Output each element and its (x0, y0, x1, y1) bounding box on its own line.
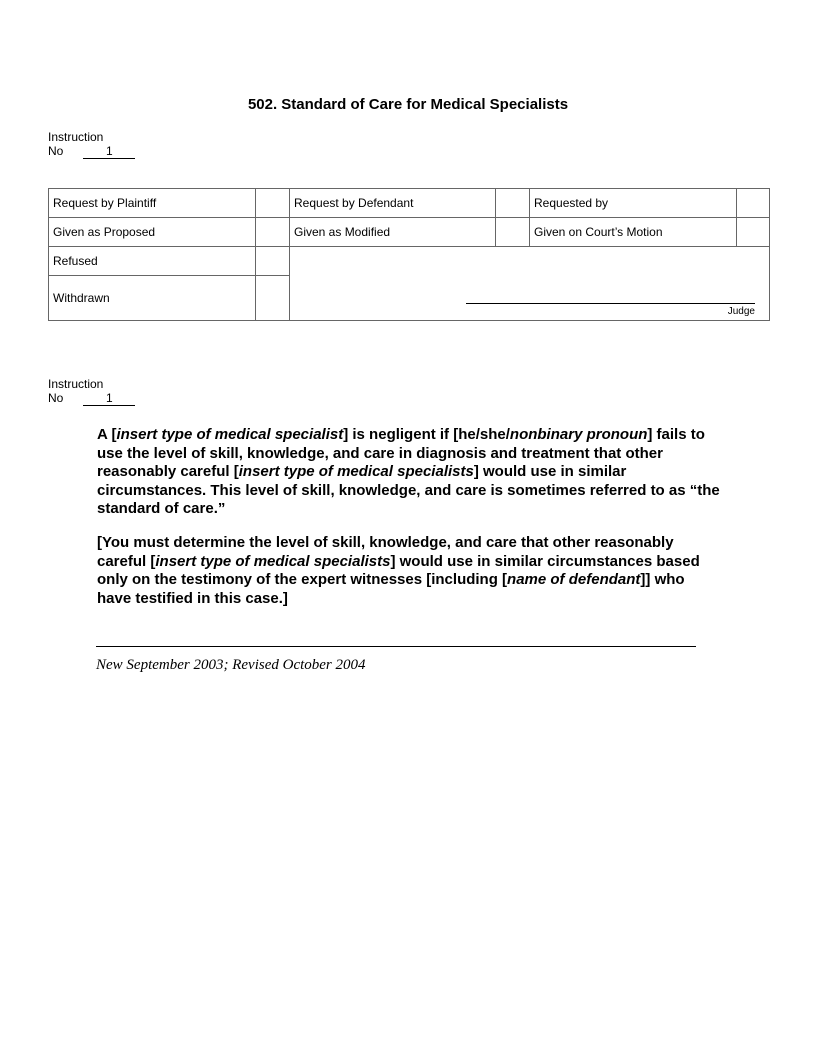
judge-signature-area (290, 247, 770, 321)
requested-by-label: Requested by (530, 189, 737, 218)
withdrawn-checkbox[interactable] (256, 276, 290, 321)
text-span: ] would use in similar circumstances based only on the testimony of the expert witnesses [including [ (97, 552, 700, 588)
instruction-label: Instruction (48, 377, 104, 391)
given-as-proposed-checkbox[interactable] (256, 218, 290, 247)
text-span: [You must determine the level of skill, knowledge, and care that other reasonably careful [ (97, 534, 674, 570)
text-span: A [ (97, 426, 117, 443)
instruction-number: 1 (83, 392, 135, 406)
text-span: ]] who have testified in this case.] (97, 571, 685, 607)
instruction-number-block-top (48, 130, 135, 159)
instruction-no-label: No (48, 391, 64, 405)
text-span: ] would use in similar circumstances. This level of skill, knowledge, and care is sometimes referred to as “the standard of care.” (97, 463, 720, 517)
instruction-number-block-bottom (48, 377, 135, 406)
text-span: ] is negligent if [he/she/ (343, 426, 510, 443)
request-by-plaintiff-checkbox[interactable] (256, 189, 290, 218)
instruction-no-row (48, 144, 135, 159)
instruction-number: 1 (83, 145, 135, 159)
placeholder-text: name of defendant (507, 571, 641, 588)
placeholder-text: insert type of medical specialists (238, 463, 474, 480)
given-as-modified-label: Given as Modified (290, 218, 496, 247)
instruction-paragraph-1 (97, 426, 722, 519)
placeholder-text: nonbinary pronoun (509, 426, 648, 443)
refused-label: Refused (49, 247, 256, 276)
judge-signature-line[interactable] (466, 303, 755, 304)
placeholder-text: insert type of medical specialists (155, 552, 391, 570)
request-by-defendant-checkbox[interactable] (496, 189, 530, 218)
page-title: 502. Standard of Care for Medical Specialists (247, 96, 569, 113)
instruction-paragraph-2 (97, 534, 722, 608)
given-as-modified-checkbox[interactable] (496, 218, 530, 247)
text-span: ] fails to use the level of skill, knowledge, and care in diagnosis and treatment that other reasonably careful [ (97, 426, 705, 480)
refused-checkbox[interactable] (256, 247, 290, 276)
instruction-no-row (48, 391, 135, 406)
revision-history: New September 2003; Revised October 2004 (96, 657, 366, 673)
request-status-table (48, 188, 770, 321)
given-on-courts-motion-checkbox[interactable] (737, 218, 770, 247)
given-on-courts-motion-label: Given on Court’s Motion (530, 218, 737, 247)
requested-by-checkbox[interactable] (737, 189, 770, 218)
request-by-defendant-label: Request by Defendant (290, 189, 496, 218)
instruction-label: Instruction (48, 130, 104, 144)
placeholder-text: insert type of medical specialist (116, 426, 344, 443)
request-by-plaintiff-label: Request by Plaintiff (49, 189, 256, 218)
given-as-proposed-label: Given as Proposed (49, 218, 256, 247)
instruction-no-label: No (48, 144, 64, 158)
judge-label: Judge (727, 306, 755, 317)
withdrawn-label: Withdrawn (49, 276, 256, 321)
horizontal-divider (96, 646, 696, 647)
